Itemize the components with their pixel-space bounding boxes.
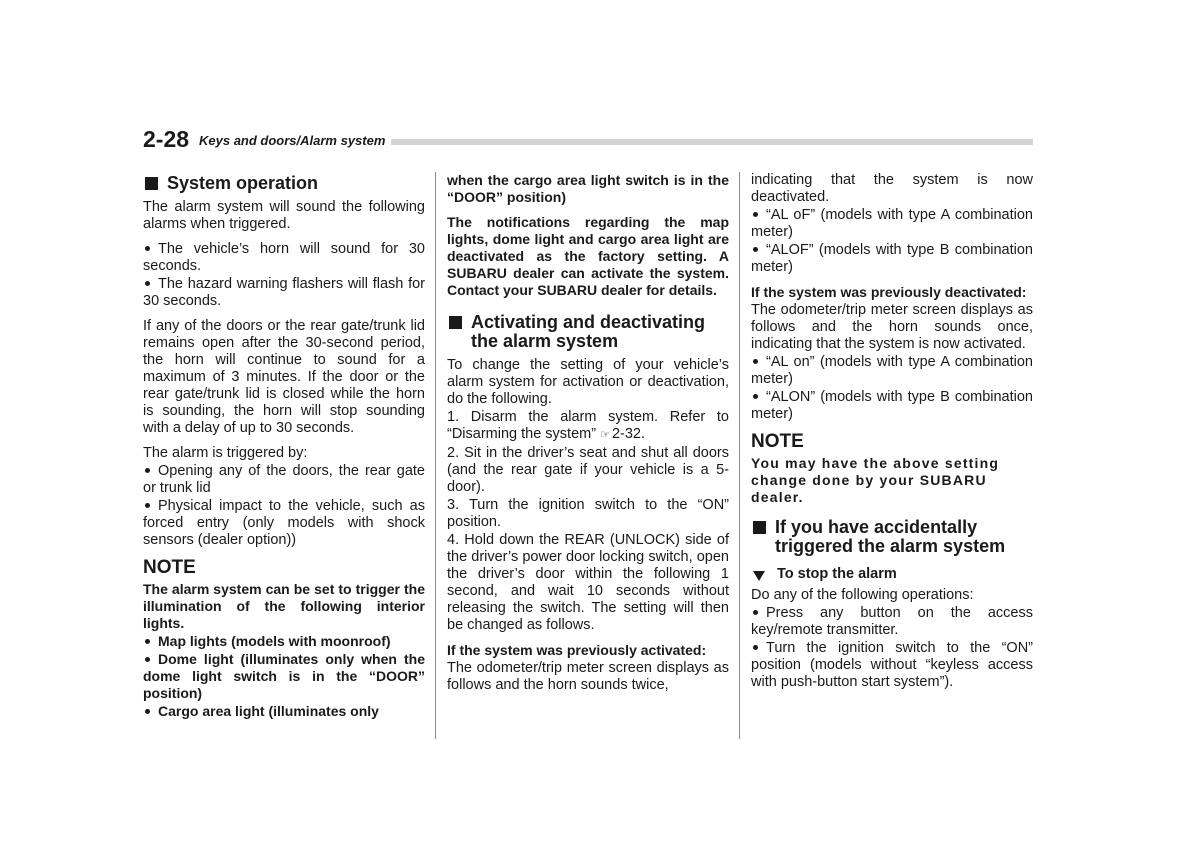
bullet-icon — [145, 503, 150, 508]
bullet-icon — [753, 212, 758, 217]
bullet-icon — [145, 639, 150, 644]
bullet-icon — [145, 246, 150, 251]
heading-to-stop-alarm: To stop the alarm — [751, 566, 1033, 583]
section-title: Keys and doors/Alarm system — [199, 133, 386, 148]
paragraph: The alarm is triggered by: — [143, 445, 308, 461]
subheading-previously-deactivated: If the system was previously deactivated: — [751, 284, 1027, 300]
note-list-item: Map lights (models with moonroof) — [143, 633, 425, 650]
list-item: Opening any of the doors, the rear gate or trunk lid — [143, 463, 425, 496]
page-number: 2-28 — [143, 126, 190, 152]
column-2 — [447, 172, 729, 702]
step-4: 4. Hold down the REAR (UNLOCK) side of the driver’s power door locking switch, open the driver’s door within the following 1 second, and wait 10 seconds without releasing the switch. The setting will then be changed as follows. — [447, 532, 729, 633]
step-3: 3. Turn the ignition switch to the “ON” position. — [447, 497, 729, 530]
bullet-icon — [753, 359, 758, 364]
list-item: “AL on” (models with type A combination meter) — [751, 354, 1033, 387]
list-item: The hazard warning flashers will flash for 30 seconds. — [143, 276, 425, 309]
list-item: “ALON” (models with type B combination meter) — [751, 389, 1033, 422]
paragraph: To change the setting of your vehicle’s alarm system for activation or deactivation, do the following. — [447, 357, 729, 407]
list-item: Turn the ignition switch to the “ON” position (models without “keyless access with push-button start system”). — [751, 640, 1033, 690]
bullet-icon — [753, 247, 758, 252]
header-rule — [391, 139, 1033, 145]
square-bullet-icon — [145, 177, 158, 190]
note-heading: NOTE — [143, 557, 196, 578]
note-text: when the cargo area light switch is in the “DOOR” position) — [447, 172, 729, 205]
paragraph: indicating that the system is now deactivated. — [751, 172, 1033, 205]
triangle-bullet-icon — [753, 571, 765, 581]
paragraph: Do any of the following operations: — [751, 587, 974, 603]
note-list-item: Dome light (illuminates only when the dome light switch is in the “DOOR” position) — [143, 651, 425, 701]
paragraph: The odometer/trip meter screen displays as follows and the horn sounds twice, — [447, 660, 729, 693]
paragraph: The alarm system will sound the following alarms when triggered. — [143, 199, 425, 232]
square-bullet-icon — [753, 521, 766, 534]
heading-system-operation: System operation — [143, 174, 425, 193]
note-heading: NOTE — [751, 431, 804, 452]
bullet-icon — [753, 645, 758, 650]
list-item: The vehicle’s horn will sound for 30 seconds. — [143, 241, 425, 274]
step-2: 2. Sit in the driver’s seat and shut all doors (and the rear gate if your vehicle is a 5-door). — [447, 445, 729, 495]
list-item: “AL oF” (models with type A combination meter) — [751, 207, 1033, 240]
column-3 — [751, 172, 1033, 699]
page-reference-icon: ☞ — [600, 429, 610, 441]
bullet-icon — [145, 468, 150, 473]
bullet-icon — [753, 394, 758, 399]
paragraph: The odometer/trip meter screen displays as follows and the horn sounds once, indicating that the system is now activated. — [751, 302, 1033, 352]
subheading-previously-activated: If the system was previously activated: — [447, 642, 707, 658]
page-header — [143, 124, 1033, 154]
square-bullet-icon — [449, 316, 462, 329]
column-1 — [143, 172, 425, 721]
bullet-icon — [145, 709, 150, 714]
bullet-icon — [753, 610, 758, 615]
bullet-icon — [145, 657, 150, 662]
column-divider — [739, 172, 740, 739]
note-text: You may have the above setting change done by your SUBARU dealer. — [751, 455, 1000, 505]
column-divider — [435, 172, 436, 739]
bullet-icon — [145, 281, 150, 286]
list-item: Press any button on the access key/remote transmitter. — [751, 605, 1033, 638]
heading-accidentally-triggered: If you have accidentally triggered the alarm system — [751, 518, 1033, 556]
heading-activating: Activating and deactivating the alarm system — [447, 313, 729, 351]
list-item: Physical impact to the vehicle, such as forced entry (only models with shock sensors (dealer option)) — [143, 498, 425, 548]
note-list-item: Cargo area light (illuminates only — [143, 703, 425, 720]
step-1: 1. Disarm the alarm system. Refer to “Disarming the system” ☞ 2-32. — [447, 409, 729, 442]
note-text: The notifications regarding the map lights, dome light and cargo area light are deactivated as the factory setting. A SUBARU dealer can activate the system. Contact your SUBARU dealer for details. — [447, 214, 729, 298]
note-text: The alarm system can be set to trigger the illumination of the following interior lights. — [143, 581, 425, 631]
list-item: “ALOF” (models with type B combination meter) — [751, 242, 1033, 275]
paragraph: If any of the doors or the rear gate/trunk lid remains open after the 30-second period, the horn will continue to sound for a maximum of 3 minutes. If the door or the rear gate/trunk lid is closed while the horn is sounding, the horn will stop sounding with a delay of up to 30 seconds. — [143, 318, 425, 436]
